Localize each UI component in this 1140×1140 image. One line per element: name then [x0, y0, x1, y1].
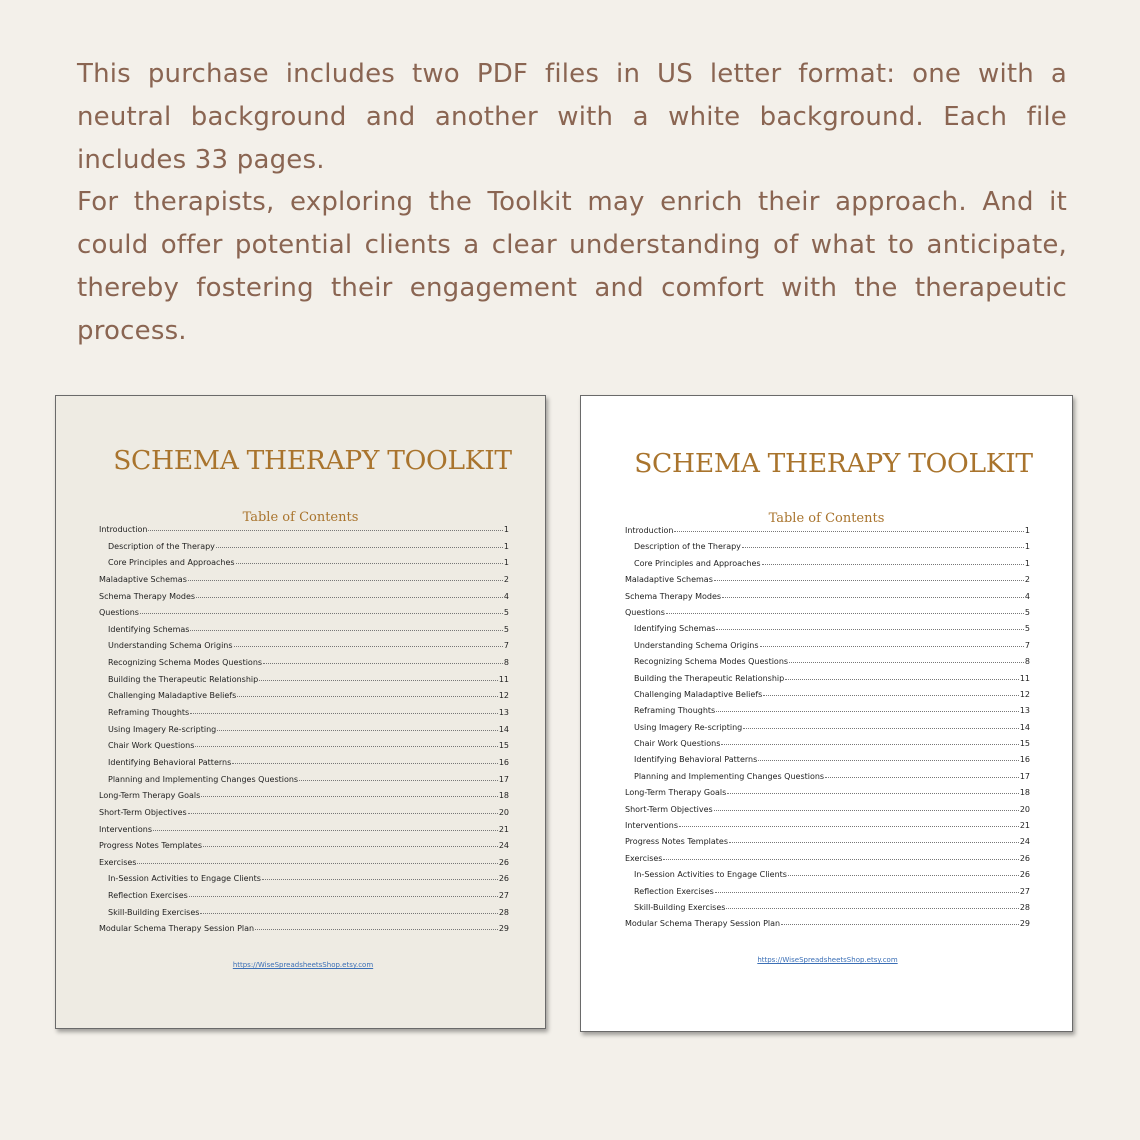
- toc-dot-leader: [674, 531, 1023, 532]
- toc-entry-label: Recognizing Schema Modes Questions: [634, 657, 789, 667]
- toc-entry-page-number: 28: [1019, 902, 1030, 912]
- toc-entry-page-number: 2: [503, 574, 509, 584]
- toc-entry[interactable]: [625, 821, 1030, 837]
- toc-entry[interactable]: [99, 758, 509, 775]
- toc-dot-leader: [234, 646, 503, 647]
- toc-entry-label: Progress Notes Templates: [99, 841, 203, 851]
- toc-entry-label: Chair Work Questions: [634, 739, 721, 749]
- toc-entry-page-number: 12: [1019, 689, 1030, 699]
- toc-entry-label: Challenging Maladaptive Beliefs: [634, 689, 763, 699]
- toc-entry[interactable]: [99, 558, 509, 575]
- toc-entry-label: Maladaptive Schemas: [625, 575, 713, 585]
- toc-entry-page-number: 27: [498, 891, 509, 901]
- toc-entry-label: Modular Schema Therapy Session Plan: [99, 924, 255, 934]
- toc-entry[interactable]: [625, 559, 1030, 575]
- toc-entry-label: Schema Therapy Modes: [625, 591, 722, 601]
- toc-entry-label: Reflection Exercises: [634, 886, 714, 896]
- toc-dot-leader: [216, 547, 503, 548]
- toc-dot-leader: [742, 547, 1024, 548]
- toc-entry[interactable]: [625, 887, 1030, 903]
- toc-entry[interactable]: [625, 641, 1030, 657]
- toc-entry-label: Introduction: [625, 526, 674, 535]
- toc-entry[interactable]: [99, 791, 509, 808]
- toc-dot-leader: [679, 826, 1019, 827]
- toc-dot-leader: [200, 913, 497, 914]
- toc-entry-page-number: 7: [503, 641, 509, 651]
- toc-entry-label: Skill-Building Exercises: [634, 902, 726, 912]
- toc-dot-leader: [714, 810, 1019, 811]
- toc-dot-leader: [299, 780, 498, 781]
- toc-dot-leader: [758, 760, 1019, 761]
- toc-entry-page-number: 15: [1019, 739, 1030, 749]
- toc-entry-label: Identifying Behavioral Patterns: [108, 757, 232, 767]
- toc-entry[interactable]: [625, 739, 1030, 755]
- toc-entry-label: Understanding Schema Origins: [634, 640, 759, 650]
- toc-entry[interactable]: [99, 708, 509, 725]
- toc-entry[interactable]: [99, 741, 509, 758]
- toc-entry[interactable]: [99, 525, 509, 542]
- toc-entry-page-number: 27: [1019, 886, 1030, 896]
- toc-dot-leader: [237, 696, 498, 697]
- toc-entry[interactable]: [99, 891, 509, 908]
- toc-dot-leader: [729, 842, 1019, 843]
- toc-dot-leader: [760, 646, 1024, 647]
- toc-dot-leader: [153, 830, 498, 831]
- toc-entry-label: Interventions: [99, 824, 152, 834]
- toc-dot-leader: [716, 629, 1023, 630]
- toc-dot-leader: [721, 744, 1018, 745]
- toc-entry-page-number: 21: [1019, 821, 1030, 831]
- toc-entry-label: Skill-Building Exercises: [108, 907, 200, 917]
- table-of-contents: [99, 525, 509, 941]
- toc-entry-label: Description of the Therapy: [108, 541, 215, 551]
- toc-dot-leader: [762, 564, 1024, 565]
- toc-entry-label: Core Principles and Approaches: [108, 558, 235, 568]
- toc-entry-label: Identifying Behavioral Patterns: [634, 755, 758, 765]
- toc-entry-label: Challenging Maladaptive Beliefs: [108, 691, 237, 701]
- toc-dot-leader: [716, 711, 1019, 712]
- toc-dot-leader: [140, 613, 503, 614]
- toc-entry[interactable]: [99, 625, 509, 642]
- toc-entry-label: Long-Term Therapy Goals: [99, 791, 201, 801]
- toc-entry[interactable]: [99, 775, 509, 792]
- toc-dot-leader: [148, 530, 502, 531]
- toc-dot-leader: [715, 892, 1019, 893]
- toc-entry-page-number: 24: [1019, 837, 1030, 847]
- toc-dot-leader: [255, 929, 498, 930]
- toc-dot-leader: [722, 597, 1024, 598]
- toc-entry[interactable]: [625, 837, 1030, 853]
- toc-entry-page-number: 17: [498, 774, 509, 784]
- toc-entry-page-number: 26: [1019, 870, 1030, 880]
- toc-entry-page-number: 14: [1019, 722, 1030, 732]
- toc-dot-leader: [743, 728, 1019, 729]
- toc-entry[interactable]: [625, 723, 1030, 739]
- toc-entry-page-number: 4: [1024, 591, 1030, 601]
- toc-entry-page-number: 1: [1024, 558, 1030, 568]
- toc-entry[interactable]: [625, 542, 1030, 558]
- toc-entry-label: Maladaptive Schemas: [99, 574, 187, 584]
- toc-dot-leader: [666, 613, 1024, 614]
- toc-entry-label: Core Principles and Approaches: [634, 558, 761, 568]
- toc-entry-label: Recognizing Schema Modes Questions: [108, 658, 263, 668]
- toc-dot-leader: [789, 662, 1024, 663]
- toc-entry-page-number: 13: [1019, 706, 1030, 716]
- toc-entry[interactable]: [99, 608, 509, 625]
- toc-entry-page-number: 14: [498, 724, 509, 734]
- toc-dot-leader: [781, 924, 1019, 925]
- toc-entry[interactable]: [99, 924, 509, 941]
- toc-entry[interactable]: [625, 788, 1030, 804]
- toc-entry-label: Using Imagery Re-scripting: [634, 722, 743, 732]
- toc-entry[interactable]: [99, 858, 509, 875]
- toc-entry-page-number: 4: [503, 591, 509, 601]
- toc-entry-page-number: 28: [498, 907, 509, 917]
- toc-entry-label: In-Session Activities to Engage Clients: [634, 870, 787, 880]
- toc-entry-label: Planning and Implementing Changes Questions: [634, 771, 825, 781]
- toc-entry-label: Reframing Thoughts: [634, 706, 716, 716]
- toc-entry-label: Chair Work Questions: [108, 741, 195, 751]
- toc-entry-label: Schema Therapy Modes: [99, 591, 196, 601]
- toc-entry-page-number: 8: [1024, 657, 1030, 667]
- toc-entry-label: Short-Term Objectives: [625, 804, 713, 814]
- toc-entry-page-number: 5: [1024, 624, 1030, 634]
- toc-entry[interactable]: [625, 903, 1030, 919]
- toc-entry[interactable]: [625, 755, 1030, 771]
- toc-entry-page-number: 1: [503, 558, 509, 568]
- toc-entry[interactable]: [99, 808, 509, 825]
- toc-dot-leader: [785, 679, 1019, 680]
- intro-paragraph-therapists: For therapists, exploring the Toolkit may enrich their approach. And it could offer potential clients a clear understanding of what to anticipate, thereby fostering their engagement and comfort with the therapeutic process.: [77, 187, 1067, 346]
- toc-entry-label: Exercises: [625, 853, 663, 863]
- toc-dot-leader: [788, 875, 1019, 876]
- toc-entry[interactable]: [625, 657, 1030, 673]
- toc-entry[interactable]: [625, 870, 1030, 886]
- toc-entry-label: Building the Therapeutic Relationship: [634, 673, 785, 683]
- toc-dot-leader: [190, 713, 498, 714]
- toc-entry-label: Identifying Schemas: [634, 624, 716, 634]
- toc-entry[interactable]: [99, 658, 509, 675]
- toc-dot-leader: [190, 630, 502, 631]
- toc-dot-leader: [263, 663, 503, 664]
- toc-entry[interactable]: [99, 675, 509, 692]
- toc-entry-page-number: 7: [1024, 640, 1030, 650]
- toc-entry[interactable]: [99, 725, 509, 742]
- toc-entry-page-number: 5: [503, 624, 509, 634]
- toc-dot-leader: [763, 695, 1019, 696]
- toc-entry-label: Reflection Exercises: [108, 891, 188, 901]
- document-title: SCHEMA THERAPY TOOLKIT: [113, 445, 512, 476]
- toc-dot-leader: [188, 813, 498, 814]
- toc-entry[interactable]: [625, 624, 1030, 640]
- toc-dot-leader: [196, 597, 503, 598]
- toc-entry[interactable]: [625, 690, 1030, 706]
- toc-entry-label: Questions: [625, 607, 665, 617]
- toc-entry-label: In-Session Activities to Engage Clients: [108, 874, 261, 884]
- toc-entry-page-number: 1: [1024, 526, 1030, 535]
- toc-dot-leader: [201, 796, 498, 797]
- toc-dot-leader: [232, 763, 498, 764]
- toc-entry[interactable]: [625, 575, 1030, 591]
- toc-entry[interactable]: [99, 874, 509, 891]
- toc-entry[interactable]: [99, 908, 509, 925]
- toc-entry[interactable]: [99, 841, 509, 858]
- toc-entry[interactable]: [99, 825, 509, 842]
- toc-entry-page-number: 15: [498, 741, 509, 751]
- toc-entry-label: Interventions: [625, 821, 678, 831]
- intro-paragraph-formats: This purchase includes two PDF files in US letter format: one with a neutral background and another with a white background. Each file includes 33 pages.: [77, 59, 1067, 175]
- toc-entry-page-number: 1: [1024, 542, 1030, 552]
- toc-dot-leader: [825, 777, 1019, 778]
- toc-entry-label: Reframing Thoughts: [108, 708, 190, 718]
- toc-dot-leader: [236, 563, 503, 564]
- toc-dot-leader: [714, 580, 1024, 581]
- toc-entry-page-number: 20: [498, 807, 509, 817]
- toc-dot-leader: [188, 580, 503, 581]
- intro-text: [77, 53, 1067, 353]
- toc-entry[interactable]: [99, 575, 509, 592]
- toc-entry-page-number: 16: [1019, 755, 1030, 765]
- toc-dot-leader: [663, 859, 1018, 860]
- toc-entry[interactable]: [99, 641, 509, 658]
- toc-entry-page-number: 16: [498, 757, 509, 767]
- toc-entry-label: Short-Term Objectives: [99, 807, 187, 817]
- shop-link[interactable]: https://WiseSpreadsheetsShop.etsy.com: [757, 956, 898, 964]
- toc-entry[interactable]: [99, 691, 509, 708]
- toc-entry[interactable]: [625, 526, 1030, 542]
- toc-entry-page-number: 20: [1019, 804, 1030, 814]
- toc-entry-label: Identifying Schemas: [108, 624, 190, 634]
- toc-dot-leader: [217, 730, 498, 731]
- toc-entry-page-number: 18: [498, 791, 509, 801]
- toc-entry-label: Questions: [99, 608, 139, 618]
- toc-dot-leader: [189, 896, 498, 897]
- toc-entry-label: Using Imagery Re-scripting: [108, 724, 217, 734]
- toc-dot-leader: [727, 793, 1019, 794]
- toc-heading: Table of Contents: [768, 511, 885, 526]
- toc-entry-label: Progress Notes Templates: [625, 837, 729, 847]
- toc-entry-label: Introduction: [99, 525, 148, 534]
- toc-entry[interactable]: [625, 919, 1030, 935]
- toc-entry-label: Modular Schema Therapy Session Plan: [625, 919, 781, 929]
- toc-dot-leader: [726, 908, 1018, 909]
- toc-dot-leader: [262, 879, 498, 880]
- toc-entry[interactable]: [625, 854, 1030, 870]
- toc-entry-label: Long-Term Therapy Goals: [625, 788, 727, 798]
- toc-dot-leader: [195, 746, 497, 747]
- toc-dot-leader: [203, 846, 498, 847]
- table-of-contents: [625, 526, 1030, 936]
- toc-entry-label: Building the Therapeutic Relationship: [108, 674, 259, 684]
- toc-entry[interactable]: [99, 592, 509, 609]
- toc-entry-page-number: 13: [498, 708, 509, 718]
- toc-dot-leader: [137, 863, 497, 864]
- toc-entry-page-number: 24: [498, 841, 509, 851]
- toc-entry-page-number: 17: [1019, 771, 1030, 781]
- toc-entry[interactable]: [625, 706, 1030, 722]
- toc-entry-page-number: 2: [1024, 575, 1030, 585]
- toc-entry[interactable]: [625, 592, 1030, 608]
- toc-entry-label: Understanding Schema Origins: [108, 641, 233, 651]
- toc-entry-page-number: 1: [503, 525, 509, 534]
- toc-entry-page-number: 18: [1019, 788, 1030, 798]
- toc-entry-page-number: 11: [498, 674, 509, 684]
- neutral-background-page-preview: [55, 395, 546, 1029]
- toc-entry[interactable]: [625, 805, 1030, 821]
- shop-link[interactable]: https://WiseSpreadsheetsShop.etsy.com: [232, 961, 374, 969]
- toc-entry-page-number: 26: [1019, 853, 1030, 863]
- toc-dot-leader: [259, 680, 498, 681]
- toc-entry[interactable]: [625, 674, 1030, 690]
- toc-entry-page-number: 21: [498, 824, 509, 834]
- toc-entry-page-number: 29: [498, 924, 509, 934]
- toc-heading: Table of Contents: [242, 510, 359, 525]
- toc-entry[interactable]: [99, 542, 509, 559]
- white-background-page-preview: [580, 395, 1073, 1032]
- toc-entry-page-number: 5: [1024, 607, 1030, 617]
- toc-entry-page-number: 1: [503, 541, 509, 551]
- toc-entry-page-number: 26: [498, 857, 509, 867]
- toc-entry[interactable]: [625, 608, 1030, 624]
- toc-entry-page-number: 5: [503, 608, 509, 618]
- toc-entry-page-number: 11: [1019, 673, 1030, 683]
- toc-entry-page-number: 26: [498, 874, 509, 884]
- toc-entry-label: Exercises: [99, 857, 137, 867]
- toc-entry-label: Description of the Therapy: [634, 542, 741, 552]
- toc-entry-page-number: 8: [503, 658, 509, 668]
- toc-entry[interactable]: [625, 772, 1030, 788]
- document-title: SCHEMA THERAPY TOOLKIT: [634, 448, 1033, 479]
- toc-entry-label: Planning and Implementing Changes Questions: [108, 774, 299, 784]
- toc-entry-page-number: 12: [498, 691, 509, 701]
- toc-entry-page-number: 29: [1019, 919, 1030, 929]
